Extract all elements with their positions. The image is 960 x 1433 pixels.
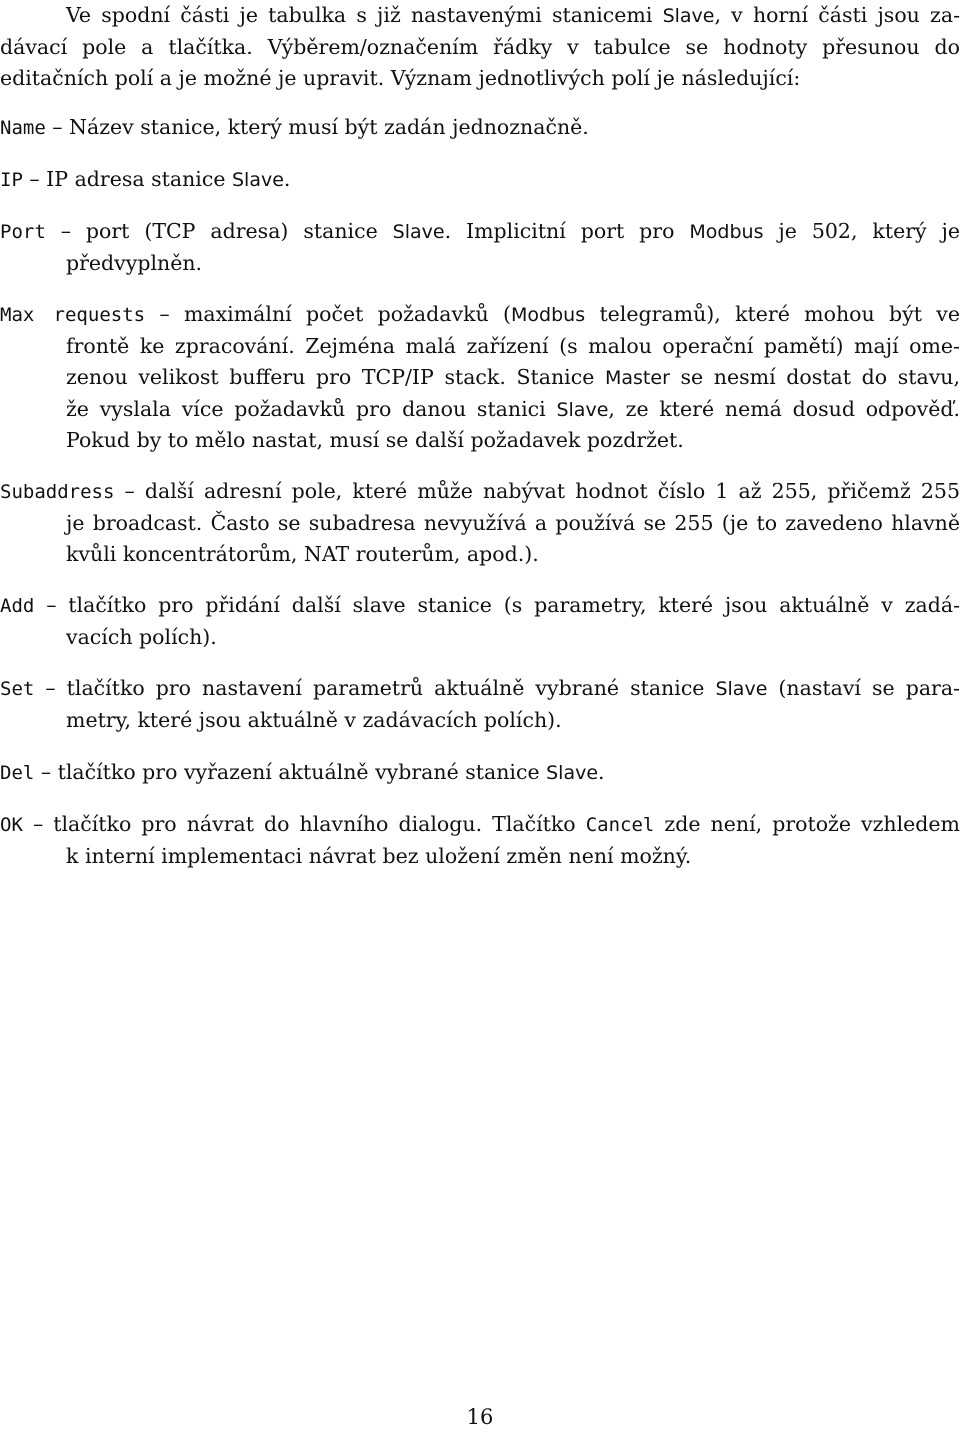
term-subaddress: Subaddress bbox=[0, 481, 115, 503]
definition-max-requests bbox=[0, 299, 960, 457]
definition-text: frontě ke zpracování. Zejména malá zařízení (s malou operační pamětí) mají ome- bbox=[66, 333, 960, 358]
definition-text: telegramů), které mohou být ve bbox=[585, 302, 960, 326]
definition-text: že vyslala více požadavků pro danou stanici bbox=[66, 396, 557, 421]
term-port: Port bbox=[0, 221, 46, 243]
definition-text: – IP adresa stanice bbox=[22, 167, 232, 191]
slave-term: Slave bbox=[556, 398, 609, 421]
definition-del bbox=[0, 757, 960, 789]
slave-term: Slave bbox=[715, 678, 768, 700]
definition-text: – maximální počet požadavků ( bbox=[145, 302, 512, 326]
term-set: Set bbox=[0, 678, 35, 700]
definition-text: k interní implementaci návrat bez uložení změn není možný. bbox=[66, 843, 692, 868]
intro-slave-term: Slave bbox=[662, 5, 715, 27]
intro-line: dávací pole a tlačítka. Výběrem/označením řádky v tabulce se hodnoty přesunou do bbox=[0, 34, 960, 59]
term-add: Add bbox=[0, 595, 35, 617]
definition-text: . bbox=[598, 760, 605, 784]
cancel-term: Cancel bbox=[585, 814, 655, 836]
definition-ip bbox=[0, 164, 960, 196]
definition-text: – port (TCP adresa) stanice bbox=[45, 219, 393, 243]
intro-paragraph bbox=[0, 0, 960, 95]
intro-line: editačních polí a je možné je upravit. Význam jednotlivých polí je následující: bbox=[0, 66, 801, 90]
definition-text: metry, které jsou aktuálně v zadávacích polích). bbox=[66, 707, 562, 732]
slave-term: Slave bbox=[392, 221, 445, 243]
intro-text: Ve spodní části je tabulka s již nastavenými stanicemi bbox=[66, 3, 663, 27]
definition-text: zde není, protože vzhledem bbox=[654, 812, 960, 836]
definition-text: . bbox=[283, 167, 291, 191]
term-name: Name bbox=[0, 117, 46, 139]
definition-text: je 502, který je bbox=[763, 219, 960, 243]
definition-text: , ze které nemá dosud odpověď. bbox=[608, 396, 960, 421]
modbus-term: Modbus bbox=[689, 221, 764, 243]
definition-text: (nastaví se para- bbox=[767, 676, 960, 700]
definition-text: je broadcast. Často se subadresa nevyužívá a používá se 255 (je to zavedeno hlavně bbox=[66, 510, 960, 535]
definition-text: – další adresní pole, které může nabývat hodnot číslo 1 až 255, přičemž 255 bbox=[114, 479, 960, 503]
page-number: 16 bbox=[466, 1405, 494, 1429]
intro-text: , v horní části jsou za- bbox=[714, 3, 960, 27]
term-max-requests: Max requests bbox=[0, 304, 146, 326]
definition-text: – tlačítko pro přidání další slave stanice (s parametry, které jsou aktuálně v zadá- bbox=[34, 593, 960, 617]
definition-add bbox=[0, 590, 960, 653]
master-term: Master bbox=[605, 367, 670, 389]
definition-name bbox=[0, 112, 960, 144]
definition-text: – tlačítko pro vyřazení aktuálně vybrané stanice bbox=[34, 760, 547, 784]
definition-text: – tlačítko pro nastavení parametrů aktuálně vybrané stanice bbox=[34, 676, 716, 700]
definition-text: . Implicitní port pro bbox=[444, 219, 690, 243]
definition-subaddress bbox=[0, 476, 960, 571]
intro-line bbox=[0, 0, 960, 32]
definition-text: vacích polích). bbox=[66, 624, 217, 649]
modbus-term: Modbus bbox=[511, 304, 586, 326]
definition-text: předvyplněn. bbox=[66, 250, 203, 275]
definition-ok bbox=[0, 809, 960, 872]
definition-text: – tlačítko pro návrat do hlavního dialogu. Tlačítko bbox=[22, 812, 586, 836]
term-ip: IP bbox=[0, 169, 23, 191]
definition-text: Pokud by to mělo nastat, musí se další požadavek pozdržet. bbox=[66, 428, 684, 452]
slave-term: Slave bbox=[546, 762, 599, 784]
definition-text: kvůli koncentrátorům, NAT routerům, apod.). bbox=[66, 542, 539, 566]
term-del: Del bbox=[0, 762, 35, 784]
definition-text: – Název stanice, který musí být zadán jednoznačně. bbox=[45, 115, 589, 139]
definition-port bbox=[0, 216, 960, 279]
definition-text: se nesmí dostat do stavu, bbox=[669, 365, 960, 389]
definition-text: zenou velikost bufferu pro TCP/IP stack. Stanice bbox=[66, 365, 605, 389]
definition-set bbox=[0, 673, 960, 736]
slave-term: Slave bbox=[232, 169, 284, 191]
term-ok: OK bbox=[0, 814, 23, 836]
